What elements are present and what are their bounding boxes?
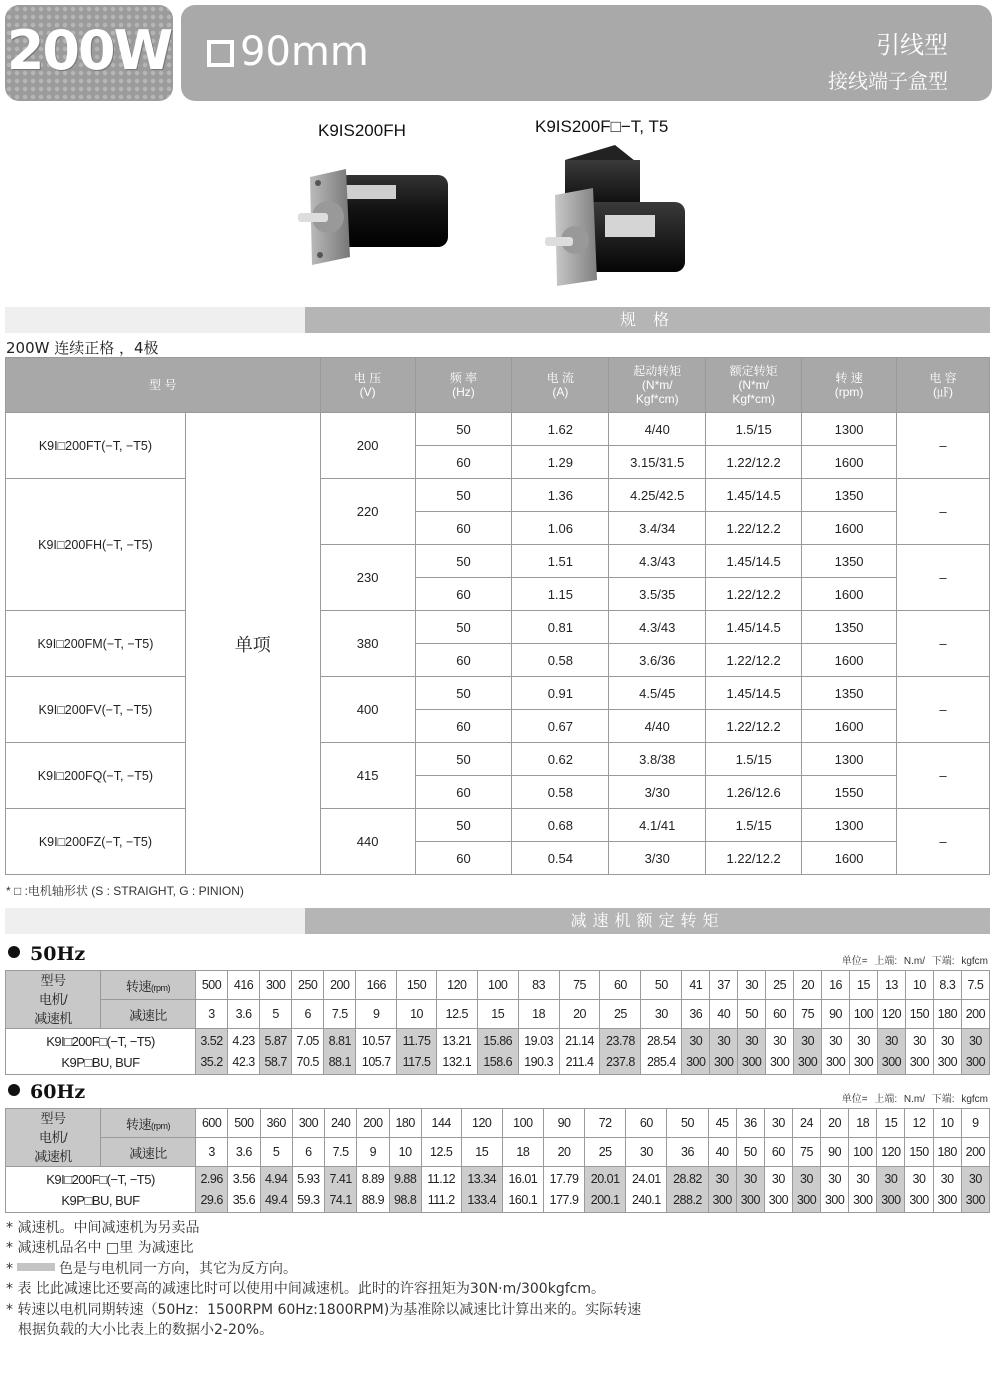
- torque-cell: 30 300: [682, 1029, 710, 1075]
- rated-torque-cell: 1.22/12.2: [706, 710, 802, 743]
- model-cell: K9I□200FM(−T, −T5): [6, 611, 186, 677]
- ratio-cell: 75: [794, 1000, 822, 1029]
- voltage-cell: 230: [320, 545, 415, 611]
- frame-size: [207, 29, 369, 75]
- model-cell: K9I□200F□(−T, −T5) K9P□BU, BUF: [6, 1167, 196, 1213]
- ratio-cell: 20: [559, 1000, 600, 1029]
- capacitor-cell: –: [897, 743, 990, 809]
- unit-note-50hz: 单位= 上端: N.m/ 下端: kgfcm: [841, 956, 988, 967]
- speed-cell: 50: [667, 1109, 708, 1138]
- speed-header: 转速(rpm): [101, 1109, 196, 1138]
- speed-cell: 30: [764, 1109, 792, 1138]
- rated-torque-cell: 1.45/14.5: [706, 479, 802, 512]
- torque-cell: 30 300: [736, 1167, 764, 1213]
- ratio-cell: 3: [196, 1138, 228, 1167]
- spec-header-row: [6, 358, 990, 413]
- notes: [6, 1218, 641, 1340]
- rated-torque-cell: 1.5/15: [706, 413, 802, 446]
- type-header: 型号 电机/ 减速机: [6, 1109, 101, 1167]
- speed-cell: 72: [585, 1109, 626, 1138]
- torque-cell: 11.12 111.2: [421, 1167, 461, 1213]
- col-capacitor: 电 容 (㎌): [897, 358, 990, 413]
- speed-cell: 13: [877, 971, 905, 1000]
- torque-cell: 30 300: [877, 1167, 905, 1213]
- start-torque-cell: 3.5/35: [609, 578, 706, 611]
- type-terminal-box: 接线端子盒型: [828, 69, 948, 93]
- ratio-cell: 90: [821, 1138, 849, 1167]
- voltage-cell: 220: [320, 479, 415, 545]
- rated-torque-cell: 1.5/15: [706, 809, 802, 842]
- speed-cell: 1350: [802, 545, 897, 578]
- ratio-cell: 50: [738, 1000, 766, 1029]
- start-torque-cell: 3.8/38: [609, 743, 706, 776]
- model-cell: K9I□200FQ(−T, −T5): [6, 743, 186, 809]
- speed-cell: 10: [933, 1109, 961, 1138]
- torque-cell: 8.81 88.1: [324, 1029, 356, 1075]
- torque-cell: 16.01 160.1: [502, 1167, 543, 1213]
- frame-size-value: 90mm: [240, 29, 369, 75]
- current-cell: 0.91: [512, 677, 609, 710]
- ratio-cell: 100: [849, 1138, 877, 1167]
- type-header: 型号 电机/ 减速机: [6, 971, 101, 1029]
- ratio-cell: 6: [292, 1000, 324, 1029]
- table-row: [6, 743, 990, 776]
- speed-cell: 1350: [802, 479, 897, 512]
- capacitor-cell: –: [897, 479, 990, 545]
- ratio-cell: 150: [905, 1000, 933, 1029]
- rated-torque-cell: 1.26/12.6: [706, 776, 802, 809]
- torque-cell: 20.01 200.1: [585, 1167, 626, 1213]
- label-60hz: 60Hz: [8, 1081, 85, 1103]
- start-torque-cell: 4.1/41: [609, 809, 706, 842]
- freq-cell: 60: [415, 710, 512, 743]
- speed-cell: 1600: [802, 710, 897, 743]
- table-row: [6, 809, 990, 842]
- model-cell: K9I□200F□(−T, −T5) K9P□BU, BUF: [6, 1029, 196, 1075]
- torque-cell: 13.21 132.1: [436, 1029, 477, 1075]
- note-3: * 色是与电机同一方向，其它为反方向。: [6, 1260, 297, 1277]
- torque-cell: 21.14 211.4: [559, 1029, 600, 1075]
- voltage-cell: 200: [320, 413, 415, 479]
- freq-cell: 50: [415, 611, 512, 644]
- note-5: * 转速以电机同期转速（50Hz：1500RPM 60Hz:1800RPM)为基准除以减速比计算出来的。实际转速: [6, 1301, 642, 1318]
- speed-cell: 75: [559, 971, 600, 1000]
- current-cell: 0.67: [512, 710, 609, 743]
- ratio-cell: 3.6: [228, 1000, 260, 1029]
- torque-row: [6, 1029, 990, 1075]
- speed-cell: 120: [436, 971, 477, 1000]
- capacitor-cell: –: [897, 413, 990, 479]
- torque-cell: 9.88 98.8: [389, 1167, 421, 1213]
- ratio-cell: 18: [502, 1138, 543, 1167]
- current-cell: 0.81: [512, 611, 609, 644]
- start-torque-cell: 3.4/34: [609, 512, 706, 545]
- ratio-cell: 50: [736, 1138, 764, 1167]
- start-torque-cell: 3/30: [609, 776, 706, 809]
- unit-note-60hz: 单位= 上端: N.m/ 下端: kgfcm: [841, 1094, 988, 1105]
- rated-torque-cell: 1.22/12.2: [706, 512, 802, 545]
- speed-cell: 1550: [802, 776, 897, 809]
- speed-cell: 60: [600, 971, 641, 1000]
- ratio-cell: 3.6: [228, 1138, 260, 1167]
- torque-cell: 30 300: [822, 1029, 850, 1075]
- torque-cell: 30 300: [961, 1167, 989, 1213]
- ratio-cell: 9: [356, 1000, 397, 1029]
- reducer-section-bar: [5, 908, 990, 934]
- ratio-cell: 15: [461, 1138, 502, 1167]
- ratio-row: [6, 1000, 990, 1029]
- speed-header: 转速(rpm): [101, 971, 196, 1000]
- torque-cell: 30 300: [877, 1029, 905, 1075]
- model-cell: K9I□200FZ(−T, −T5): [6, 809, 186, 875]
- spec-subtitle: 200W 连续正格 ，4极: [6, 339, 159, 357]
- product-caption-1: K9IS200FH: [318, 121, 406, 140]
- freq-cell: 50: [415, 743, 512, 776]
- speed-cell: 144: [421, 1109, 461, 1138]
- speed-cell: 1600: [802, 446, 897, 479]
- speed-cell: 500: [228, 1109, 260, 1138]
- ratio-cell: 200: [961, 1000, 989, 1029]
- speed-cell: 30: [738, 971, 766, 1000]
- speed-cell: 1600: [802, 512, 897, 545]
- speed-cell: 200: [357, 1109, 389, 1138]
- ratio-cell: 25: [585, 1138, 626, 1167]
- start-torque-cell: 3/30: [609, 842, 706, 875]
- speed-cell: 300: [260, 971, 292, 1000]
- speed-cell: 200: [324, 971, 356, 1000]
- freq-cell: 60: [415, 644, 512, 677]
- voltage-cell: 440: [320, 809, 415, 875]
- spec-table: [5, 357, 990, 875]
- start-torque-cell: 4.3/43: [609, 545, 706, 578]
- freq-cell: 60: [415, 842, 512, 875]
- torque-cell: 3.56 35.6: [228, 1167, 260, 1213]
- speed-cell: 600: [196, 1109, 228, 1138]
- speed-cell: 120: [461, 1109, 502, 1138]
- col-freq: 频 率 (Hz): [415, 358, 512, 413]
- torque-cell: 30 300: [821, 1167, 849, 1213]
- shaft-footnote: * □ :电机轴形状 (S : STRAIGHT, G : PINION): [6, 884, 244, 898]
- current-cell: 0.58: [512, 644, 609, 677]
- ratio-cell: 100: [850, 1000, 878, 1029]
- speed-cell: 12: [905, 1109, 933, 1138]
- ratio-cell: 60: [764, 1138, 792, 1167]
- ratio-cell: 7.5: [324, 1000, 356, 1029]
- speed-cell: 240: [325, 1109, 357, 1138]
- product-caption-2: K9IS200F□−T, T5: [535, 117, 669, 136]
- speed-cell: 1600: [802, 644, 897, 677]
- torque-cell: 5.87 58.7: [260, 1029, 292, 1075]
- note-1: * 减速机。中间减速机为另卖品: [6, 1220, 200, 1236]
- speed-cell: 1350: [802, 611, 897, 644]
- speed-cell: 1300: [802, 743, 897, 776]
- speed-cell: 166: [356, 971, 397, 1000]
- torque-cell: 11.75 117.5: [397, 1029, 437, 1075]
- torque-cell: 30 300: [849, 1167, 877, 1213]
- speed-cell: 41: [682, 971, 710, 1000]
- col-rated-torque: 额定转矩 (N*m/ Kgf*cm): [706, 358, 802, 413]
- freq-cell: 60: [415, 446, 512, 479]
- col-model: 型 号: [6, 358, 321, 413]
- ratio-cell: 9: [357, 1138, 389, 1167]
- current-cell: 1.06: [512, 512, 609, 545]
- gray-swatch: [17, 1263, 55, 1271]
- start-torque-cell: 4/40: [609, 413, 706, 446]
- power-rating: 200W: [6, 19, 172, 82]
- speed-cell: 300: [292, 1109, 324, 1138]
- speed-cell: 1300: [802, 413, 897, 446]
- voltage-cell: 400: [320, 677, 415, 743]
- ratio-cell: 180: [933, 1000, 961, 1029]
- ratio-cell: 36: [667, 1138, 708, 1167]
- model-cell: K9I□200FV(−T, −T5): [6, 677, 186, 743]
- speed-cell: 9: [961, 1109, 989, 1138]
- torque-cell: 30 300: [850, 1029, 878, 1075]
- speed-row: [6, 1109, 990, 1138]
- ratio-cell: 10: [397, 1000, 437, 1029]
- ratio-cell: 3: [196, 1000, 228, 1029]
- speed-cell: 16: [822, 971, 850, 1000]
- torque-cell: 30 300: [933, 1167, 961, 1213]
- start-torque-cell: 4/40: [609, 710, 706, 743]
- voltage-cell: 380: [320, 611, 415, 677]
- torque-cell: 15.86 158.6: [477, 1029, 518, 1075]
- reducer-table-60hz: [5, 1108, 990, 1213]
- speed-cell: 7.5: [961, 971, 989, 1000]
- motor-terminal-box-image: [545, 140, 695, 290]
- speed-cell: 8.3: [933, 971, 961, 1000]
- torque-cell: 4.23 42.3: [228, 1029, 260, 1075]
- rated-torque-cell: 1.5/15: [706, 743, 802, 776]
- speed-cell: 90: [543, 1109, 584, 1138]
- speed-row: [6, 971, 990, 1000]
- speed-cell: 18: [849, 1109, 877, 1138]
- label-50hz: 50Hz: [8, 943, 85, 965]
- ratio-cell: 180: [933, 1138, 961, 1167]
- rated-torque-cell: 1.22/12.2: [706, 644, 802, 677]
- ratio-cell: 120: [877, 1138, 905, 1167]
- ratio-cell: 60: [766, 1000, 794, 1029]
- ratio-cell: 120: [877, 1000, 905, 1029]
- speed-cell: 250: [292, 971, 324, 1000]
- ratio-cell: 75: [792, 1138, 820, 1167]
- rated-torque-cell: 1.45/14.5: [706, 545, 802, 578]
- ratio-row: [6, 1138, 990, 1167]
- rated-torque-cell: 1.45/14.5: [706, 611, 802, 644]
- motor-lead-wire-image: [298, 155, 458, 280]
- speed-cell: 1600: [802, 578, 897, 611]
- rated-torque-cell: 1.22/12.2: [706, 578, 802, 611]
- table-row: [6, 413, 990, 446]
- current-cell: 0.54: [512, 842, 609, 875]
- torque-cell: 17.79 177.9: [543, 1167, 584, 1213]
- freq-cell: 50: [415, 545, 512, 578]
- speed-cell: 25: [766, 971, 794, 1000]
- type-lead-wire: 引线型: [876, 31, 948, 59]
- ratio-cell: 12.5: [436, 1000, 477, 1029]
- title-banner: [181, 5, 992, 101]
- ratio-cell: 36: [682, 1000, 710, 1029]
- capacitor-cell: –: [897, 611, 990, 677]
- ratio-header: 减速比: [101, 1138, 196, 1167]
- current-cell: 1.62: [512, 413, 609, 446]
- square-icon: [207, 40, 234, 67]
- start-torque-cell: 4.25/42.5: [609, 479, 706, 512]
- ratio-header: 减速比: [101, 1000, 196, 1029]
- reducer-section-title: 减速机额定转矩: [305, 908, 990, 934]
- current-cell: 0.68: [512, 809, 609, 842]
- freq-cell: 60: [415, 776, 512, 809]
- speed-cell: 180: [389, 1109, 421, 1138]
- torque-cell: 30 300: [766, 1029, 794, 1075]
- torque-cell: 24.01 240.1: [626, 1167, 667, 1213]
- speed-cell: 1600: [802, 842, 897, 875]
- ratio-cell: 20: [543, 1138, 584, 1167]
- voltage-cell: 415: [320, 743, 415, 809]
- capacitor-cell: –: [897, 545, 990, 611]
- torque-cell: 28.54 285.4: [641, 1029, 682, 1075]
- col-start-torque: 起动转矩 (N*m/ Kgf*cm): [609, 358, 706, 413]
- capacitor-cell: –: [897, 677, 990, 743]
- start-torque-cell: 3.6/36: [609, 644, 706, 677]
- ratio-cell: 90: [822, 1000, 850, 1029]
- torque-cell: 5.93 59.3: [292, 1167, 324, 1213]
- ratio-cell: 200: [961, 1138, 989, 1167]
- torque-cell: 7.05 70.5: [292, 1029, 324, 1075]
- ratio-cell: 15: [477, 1000, 518, 1029]
- bullet-icon: [8, 1084, 20, 1096]
- current-cell: 0.62: [512, 743, 609, 776]
- ratio-cell: 12.5: [421, 1138, 461, 1167]
- speed-cell: 15: [850, 971, 878, 1000]
- note-6: 根据负载的大小比表上的数据小2-20%。: [18, 1322, 274, 1339]
- speed-cell: 100: [477, 971, 518, 1000]
- col-speed: 转 速 (rpm): [802, 358, 897, 413]
- speed-cell: 15: [877, 1109, 905, 1138]
- freq-cell: 60: [415, 578, 512, 611]
- speed-cell: 45: [708, 1109, 736, 1138]
- torque-cell: 30 300: [933, 1029, 961, 1075]
- torque-cell: 30 300: [764, 1167, 792, 1213]
- start-torque-cell: 3.15/31.5: [609, 446, 706, 479]
- freq-cell: 50: [415, 809, 512, 842]
- torque-cell: 30 300: [961, 1029, 989, 1075]
- ratio-cell: 40: [708, 1138, 736, 1167]
- current-cell: 0.58: [512, 776, 609, 809]
- model-cell: K9I□200FH(−T, −T5): [6, 479, 186, 611]
- speed-cell: 500: [196, 971, 228, 1000]
- current-cell: 1.36: [512, 479, 609, 512]
- ratio-cell: 40: [710, 1000, 738, 1029]
- spec-section-bar: [5, 307, 990, 333]
- ratio-cell: 5: [260, 1000, 292, 1029]
- torque-cell: 30 300: [792, 1167, 820, 1213]
- table-row: [6, 677, 990, 710]
- speed-cell: 1350: [802, 677, 897, 710]
- torque-cell: 8.89 88.9: [357, 1167, 389, 1213]
- ratio-cell: 25: [600, 1000, 641, 1029]
- table-row: [6, 479, 990, 512]
- torque-cell: 28.82 288.2: [667, 1167, 708, 1213]
- ratio-cell: 5: [260, 1138, 292, 1167]
- torque-cell: 30 300: [905, 1029, 933, 1075]
- speed-cell: 20: [794, 971, 822, 1000]
- current-cell: 1.15: [512, 578, 609, 611]
- speed-cell: 20: [821, 1109, 849, 1138]
- current-cell: 1.29: [512, 446, 609, 479]
- torque-cell: 4.94 49.4: [260, 1167, 292, 1213]
- rated-torque-cell: 1.45/14.5: [706, 677, 802, 710]
- reducer-table-50hz: [5, 970, 990, 1075]
- torque-cell: 13.34 133.4: [461, 1167, 502, 1213]
- torque-row: [6, 1167, 990, 1213]
- torque-cell: 7.41 74.1: [325, 1167, 357, 1213]
- ratio-cell: 10: [389, 1138, 421, 1167]
- torque-cell: 30 300: [905, 1167, 933, 1213]
- note-2: * 减速机品名中 □里 为减速比: [6, 1240, 194, 1257]
- torque-cell: 23.78 237.8: [600, 1029, 641, 1075]
- phase-cell: 单项: [185, 413, 320, 875]
- torque-cell: 19.03 190.3: [518, 1029, 559, 1075]
- table-row: [6, 611, 990, 644]
- speed-cell: 100: [502, 1109, 543, 1138]
- ratio-cell: 7.5: [325, 1138, 357, 1167]
- model-cell: K9I□200FT(−T, −T5): [6, 413, 186, 479]
- bullet-icon: [8, 946, 20, 958]
- speed-cell: 50: [641, 971, 682, 1000]
- speed-cell: 37: [710, 971, 738, 1000]
- torque-cell: 30 300: [708, 1167, 736, 1213]
- col-current: 电 流 (A): [512, 358, 609, 413]
- ratio-cell: 30: [641, 1000, 682, 1029]
- speed-cell: 150: [397, 971, 437, 1000]
- torque-cell: 30 300: [710, 1029, 738, 1075]
- capacitor-cell: –: [897, 809, 990, 875]
- col-voltage: 电 压 (V): [320, 358, 415, 413]
- torque-cell: 30 300: [794, 1029, 822, 1075]
- freq-cell: 60: [415, 512, 512, 545]
- spec-section-title: 规 格: [305, 307, 990, 333]
- speed-cell: 24: [792, 1109, 820, 1138]
- torque-cell: 3.52 35.2: [196, 1029, 228, 1075]
- torque-cell: 2.96 29.6: [196, 1167, 228, 1213]
- torque-cell: 10.57 105.7: [356, 1029, 397, 1075]
- speed-cell: 360: [260, 1109, 292, 1138]
- speed-cell: 10: [905, 971, 933, 1000]
- freq-cell: 50: [415, 677, 512, 710]
- ratio-cell: 150: [905, 1138, 933, 1167]
- speed-cell: 83: [518, 971, 559, 1000]
- speed-cell: 1300: [802, 809, 897, 842]
- speed-cell: 416: [228, 971, 260, 1000]
- ratio-cell: 18: [518, 1000, 559, 1029]
- start-torque-cell: 4.3/43: [609, 611, 706, 644]
- torque-cell: 30 300: [738, 1029, 766, 1075]
- ratio-cell: 30: [626, 1138, 667, 1167]
- note-4: * 表 比此减速比还要高的减速比时可以使用中间减速机。此时的许容扭矩为30N·m/300kgfcm。: [6, 1281, 605, 1298]
- ratio-cell: 6: [292, 1138, 324, 1167]
- rated-torque-cell: 1.22/12.2: [706, 842, 802, 875]
- freq-cell: 50: [415, 479, 512, 512]
- speed-cell: 60: [626, 1109, 667, 1138]
- rated-torque-cell: 1.22/12.2: [706, 446, 802, 479]
- power-badge: [5, 5, 173, 101]
- freq-cell: 50: [415, 413, 512, 446]
- current-cell: 1.51: [512, 545, 609, 578]
- start-torque-cell: 4.5/45: [609, 677, 706, 710]
- speed-cell: 36: [736, 1109, 764, 1138]
